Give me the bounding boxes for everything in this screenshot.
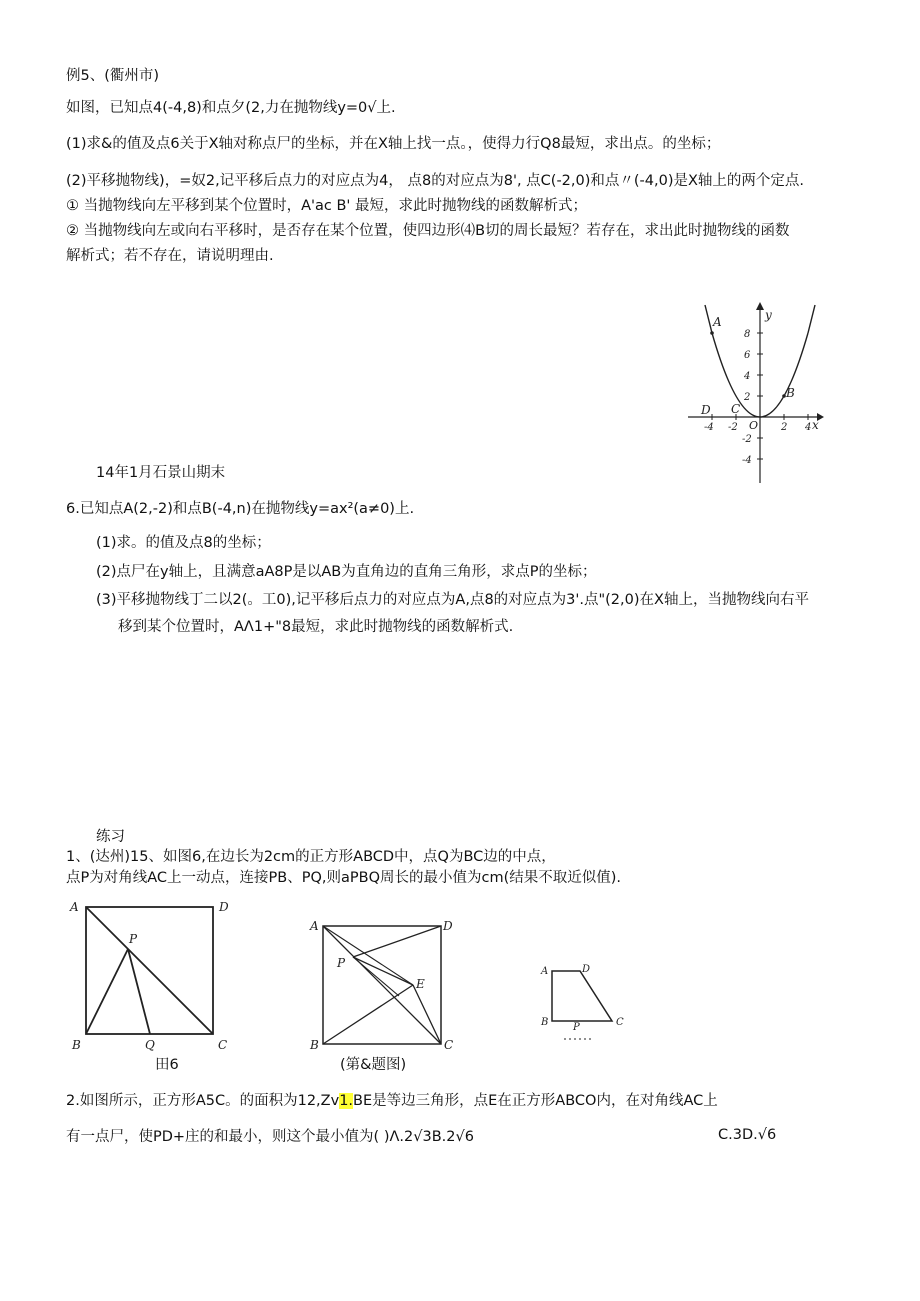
problem6-question-1: (1)求。的值及点8的坐标； <box>96 535 271 551</box>
source-note: 14年1月石景山期末 <box>96 465 226 481</box>
point-d-label: D <box>701 403 711 417</box>
y-tick-6: 6 <box>744 350 751 361</box>
fig3-point-a: A <box>541 966 549 977</box>
fig1-point-d: D <box>219 900 229 914</box>
x-tick-neg2: -2 <box>728 422 738 433</box>
y-tick-4: 4 <box>744 371 751 382</box>
problem6-question-3-line1: (3)平移抛物线丁二以2(。工0),记平移后点力的对应点为A,点8的对应点为3'.点"(2,0)在X轴上，当抛物线向右平 <box>96 592 809 608</box>
practice-2-line2: 有一点尸，使PD+庄的和最小，则这个最小值为( )Λ.2√3B.2√6 <box>66 1129 474 1145</box>
parabola-graph <box>685 300 825 485</box>
x-axis-label: x <box>812 418 819 432</box>
practice-1-line1: 1、(达州)15、如图6,在边长为2cm的正方形ABCD中，点Q为BC边的中点， <box>66 849 556 865</box>
fig2-point-c: C <box>444 1038 454 1052</box>
fig3-point-b: B <box>541 1017 549 1028</box>
practice-2-line1 <box>66 1091 718 1111</box>
fig2-point-b: B <box>310 1038 319 1052</box>
y-tick-neg4: -4 <box>742 455 752 466</box>
point-b-label: B <box>786 386 795 400</box>
practice-2-pre: 2.如图所示，正方形A5C。的面积为12,Zv <box>66 1093 340 1109</box>
example5-question-1: (1)求&的值及点6关于X轴对称点尸的坐标，并在X轴上找一点。，使得力行Q8最短，求出点。的坐标； <box>66 136 721 152</box>
example5-subquestion-2-line1: ② 当抛物线向左或向右平移时，是否存在某个位置，使四边形⑷B切的周长最短？若存在，求出此时抛物线的函数 <box>66 223 790 239</box>
problem6-intro: 6.已知点A(2,-2)和点B(-4,n)在抛物线y=ax²(a≠0)上. <box>66 501 415 517</box>
practice-1-line2: 点P为对角线AC上一动点，连接PB、PQ,则aPBQ周长的最小值为cm(结果不取近似值). <box>66 870 621 886</box>
origin-label: O <box>749 419 759 432</box>
problem6-question-3-line2: 移到某个位置时，AΛ1+"8最短，求此时抛物线的函数解析式. <box>118 619 514 635</box>
point-c-label: C <box>731 402 741 416</box>
x-tick-2: 2 <box>781 422 788 433</box>
example5-title: 例5、(衢州市) <box>66 68 160 84</box>
figure-2-square <box>305 912 465 1052</box>
fig1-point-p: P <box>129 932 138 946</box>
fig1-point-a: A <box>70 900 79 914</box>
fig1-point-c: C <box>218 1038 228 1052</box>
fig3-point-d: D <box>582 964 591 975</box>
example5-subquestion-1: ① 当抛物线向左平移到某个位置时，A'ac B' 最短，求此时抛物线的函数解析式； <box>66 198 588 214</box>
fig1-point-q: Q <box>145 1038 155 1052</box>
fig1-point-b: B <box>72 1038 81 1052</box>
fig2-point-p: P <box>337 956 346 970</box>
fig3-point-c: C <box>616 1017 624 1028</box>
practice-heading: 练习 <box>96 829 125 845</box>
practice-2-post: BE是等边三角形，点E在正方形ABCO内，在对角线AC上 <box>353 1093 718 1109</box>
y-tick-2: 2 <box>744 392 751 403</box>
fig1-caption: 田6 <box>155 1057 179 1073</box>
fig2-caption: (第&题图) <box>340 1057 407 1073</box>
fig2-point-a: A <box>310 919 319 933</box>
problem6-question-2: (2)点尸在y轴上，且满意aA8P是以AB为直角边的直角三角形，求点P的坐标； <box>96 564 597 580</box>
fig3-point-p: P <box>573 1022 580 1033</box>
y-axis-label: y <box>765 308 772 322</box>
practice-2-highlight: 1. <box>339 1093 354 1109</box>
figure-1-square <box>66 895 236 1050</box>
figure-3-trapezoid <box>538 958 638 1048</box>
fig2-point-e: E <box>416 977 425 991</box>
example5-subquestion-2-line2: 解析式；若不存在，请说明理由. <box>66 248 274 264</box>
practice-2-options-cd: C.3D.√6 <box>718 1127 777 1143</box>
example5-question-2: (2)平移抛物线)，=奴2,记平移后点力的对应点为4， 点8的对应点为8', 点C(-2,0)和点〃(-4,0)是X轴上的两个定点. <box>66 173 805 189</box>
x-tick-4: 4 <box>805 422 812 433</box>
y-tick-neg2: -2 <box>742 434 752 445</box>
y-tick-8: 8 <box>744 329 751 340</box>
fig2-point-d: D <box>443 919 453 933</box>
x-tick-neg4: -4 <box>704 422 714 433</box>
example5-intro: 如图，已知点4(-4,8)和点夕(2,力在抛物线y=0√上. <box>66 100 396 116</box>
point-a-label: A <box>713 315 722 329</box>
